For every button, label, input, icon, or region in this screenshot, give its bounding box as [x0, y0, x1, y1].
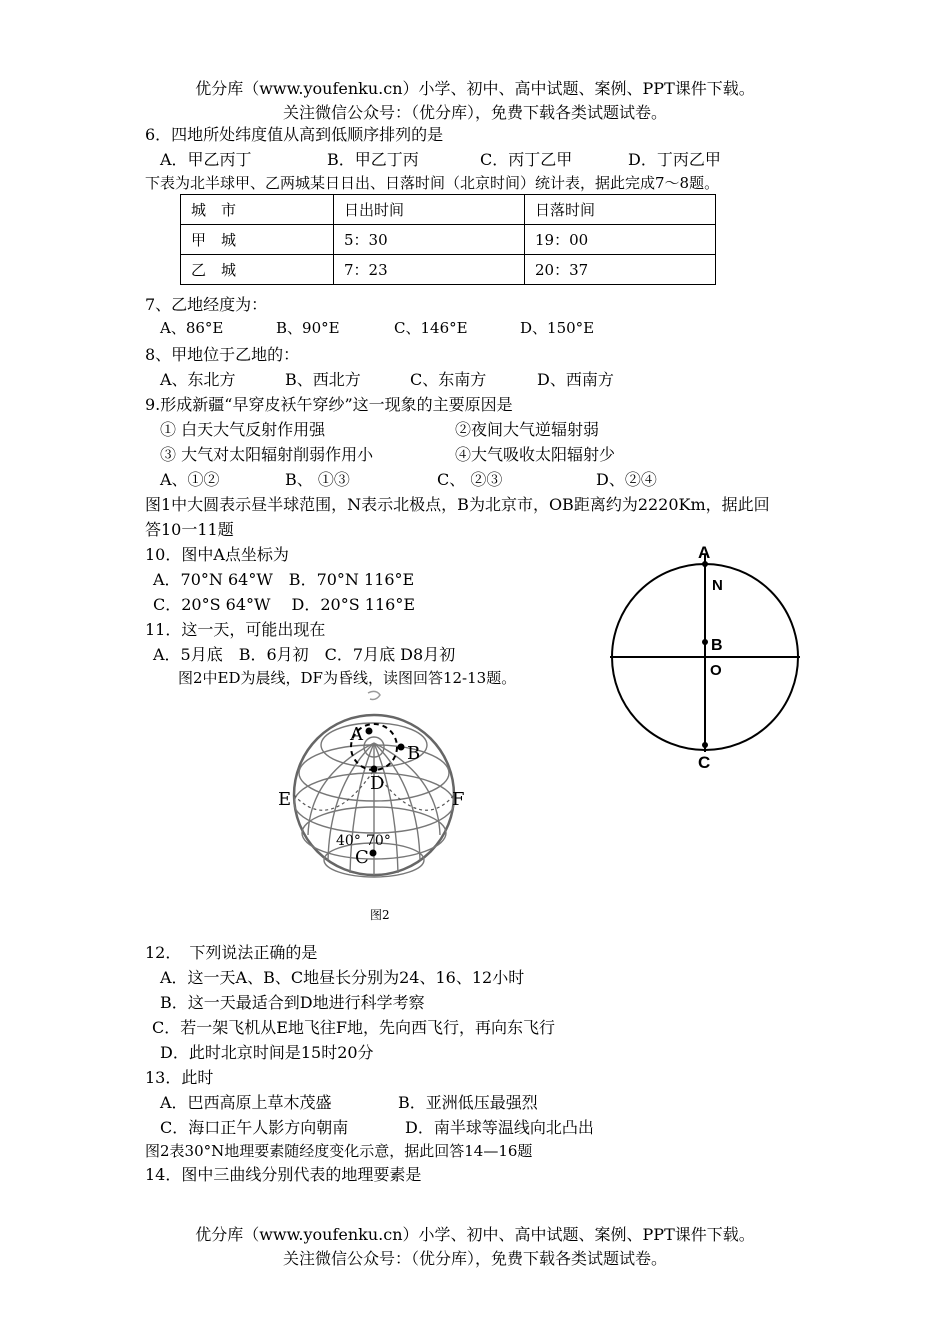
q9-item-4: ④大气吸收太阳辐射少	[455, 445, 616, 464]
point-c-dot	[702, 742, 708, 748]
label-b: B	[407, 743, 421, 764]
q13-option-a: A．巴西高原上草木茂盛	[160, 1093, 332, 1112]
q7-option-d: D、150°E	[520, 319, 595, 337]
table-cell: 5：30	[334, 225, 525, 255]
label-o: O	[710, 662, 722, 679]
table-cell: 20：37	[525, 255, 716, 285]
q10-options-row2: C．20°S 64°W D．20°S 116°E	[153, 595, 415, 614]
figure-2	[270, 685, 500, 895]
label-c: C	[698, 753, 711, 772]
q12-option-d: D．此时北京时间是15时20分	[160, 1043, 374, 1062]
q11-stem: 11．这一天，可能出现在	[145, 620, 326, 639]
q7-option-c: C、146°E	[394, 319, 468, 337]
q9-item-3: ③ 大气对太阳辐射削弱作用小	[160, 445, 374, 464]
q8-option-c: C、东南方	[410, 370, 487, 389]
q11-options: A．5月底 B．6月初 C．7月底 D8月初	[153, 645, 456, 664]
table-header-sunset: 日落时间	[525, 195, 716, 225]
q9-item-1: ① 白天大气反射作用强	[160, 420, 326, 439]
point-b-dot	[702, 639, 708, 645]
q9-option-b: B、 ①③	[285, 470, 350, 489]
q13-option-b: B．亚洲低压最强烈	[398, 1093, 538, 1112]
table-header-sunrise: 日出时间	[334, 195, 525, 225]
point-c-dot	[370, 850, 377, 857]
q13-option-d: D．南半球等温线向北凸出	[405, 1118, 594, 1137]
q9-option-d: D、②④	[596, 470, 657, 489]
intro-10-11-line2: 答10一11题	[145, 520, 234, 539]
table-header-city: 城 市	[181, 195, 334, 225]
header-line-2: 关注微信公众号：（优分库），免费下载各类试题试卷。	[282, 103, 667, 122]
footer-line-1: 优分库（www.youfenku.cn）小学、初中、高中试题、案例、PPT课件下载。	[195, 1225, 755, 1244]
q9-item-2: ②夜间大气逆辐射弱	[455, 420, 600, 439]
rotation-arrow	[368, 691, 380, 699]
table-cell: 乙 城	[181, 255, 334, 285]
header-line-1: 优分库（www.youfenku.cn）小学、初中、高中试题、案例、PPT课件下载。	[195, 79, 755, 98]
q12-option-c: C．若一架飞机从E地飞往F地，先向西飞行，再向东飞行	[152, 1018, 556, 1037]
q8-option-b: B、西北方	[285, 370, 361, 389]
figure-1	[600, 540, 820, 780]
label-a: A	[350, 724, 363, 745]
label-70-degree: 70°	[366, 833, 391, 849]
label-c: C	[355, 847, 369, 868]
q10-options-row1: A．70°N 64°W B．70°N 116°E	[153, 570, 415, 589]
q12-option-b: B．这一天最适合到D地进行科学考察	[160, 993, 425, 1012]
q9-option-a: A、①②	[160, 470, 220, 489]
q13-option-c: C．海口正午人影方向朝南	[160, 1118, 349, 1137]
q9-option-c: C、 ②③	[437, 470, 503, 489]
figure-2-caption: 图2	[370, 908, 390, 922]
intro-7-8: 下表为北半球甲、乙两城某日日出、日落时间（北京时间）统计表，据此完成7～8题。	[145, 174, 720, 192]
q13-stem: 13．此时	[145, 1068, 214, 1087]
q12-option-a: A．这一天A、B、C地昼长分别为24、16、12小时	[160, 968, 525, 987]
q6-option-c: C．丙丁乙甲	[480, 150, 573, 169]
q7-stem: 7、乙地经度为：	[145, 295, 268, 314]
q6-option-d: D．丁丙乙甲	[628, 150, 721, 169]
label-f: F	[452, 789, 465, 810]
q8-option-d: D、西南方	[537, 370, 614, 389]
q12-stem: 12． 下列说法正确的是	[145, 943, 318, 962]
intro-14-16: 图2表30°N地理要素随经度变化示意，据此回答14—16题	[145, 1142, 533, 1160]
point-b-dot	[398, 744, 405, 751]
label-40-degree: 40°	[336, 833, 361, 849]
q6-stem: 6．四地所处纬度值从高到低顺序排列的是	[145, 125, 444, 144]
intro-12-13: 图2中ED为晨线，DF为昏线，读图回答12-13题。	[178, 669, 517, 687]
table-row	[181, 255, 716, 285]
q8-option-a: A、东北方	[160, 370, 236, 389]
label-b: B	[711, 637, 723, 654]
q9-stem: 9.形成新疆“早穿皮袄午穿纱”这一现象的主要原因是	[145, 395, 513, 414]
q10-stem: 10．图中A点坐标为	[145, 545, 289, 564]
label-n: N	[712, 577, 723, 594]
q6-option-a: A．甲乙丙丁	[160, 150, 252, 169]
table-cell: 7：23	[334, 255, 525, 285]
label-e: E	[278, 789, 292, 810]
q14-stem: 14．图中三曲线分别代表的地理要素是	[145, 1165, 422, 1184]
point-d-dot	[371, 766, 378, 773]
table-row	[181, 225, 716, 255]
label-d: D	[370, 773, 385, 794]
table-cell: 19：00	[525, 225, 716, 255]
footer-line-2: 关注微信公众号：（优分库），免费下载各类试题试卷。	[282, 1249, 667, 1268]
q7-option-b: B、90°E	[276, 319, 340, 337]
sunrise-sunset-table	[180, 194, 716, 285]
table-header-row	[181, 195, 716, 225]
q8-stem: 8、甲地位于乙地的：	[145, 345, 300, 364]
q6-option-b: B．甲乙丁丙	[327, 150, 419, 169]
label-a: A	[698, 543, 711, 562]
table-cell: 甲 城	[181, 225, 334, 255]
q7-option-a: A、86°E	[160, 319, 224, 337]
point-a-dot	[366, 728, 373, 735]
intro-10-11-line1: 图1中大圆表示昼半球范围，N表示北极点，B为北京市，OB距离约为2220Km，据此回	[145, 495, 770, 514]
